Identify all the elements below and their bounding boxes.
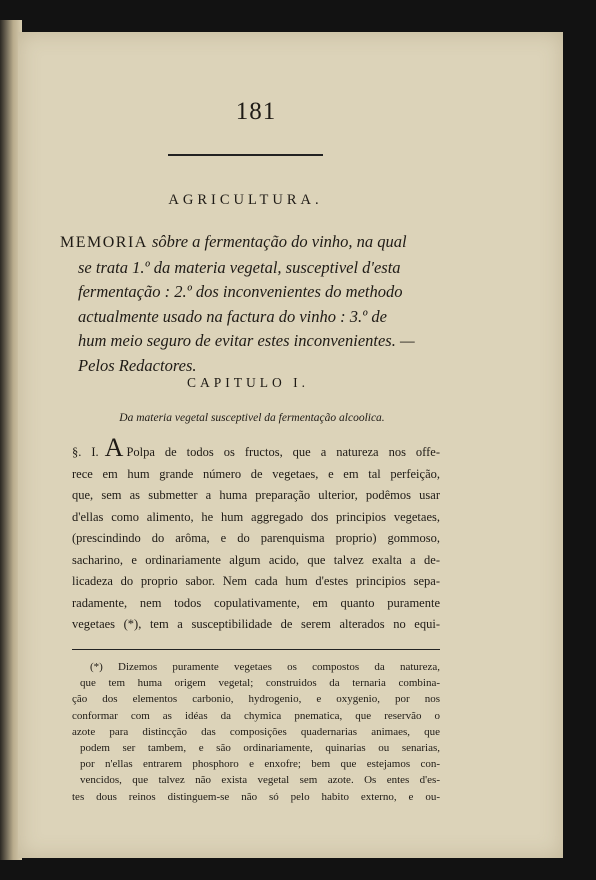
footnote-line: azote para distincção das composições quadernarias animaes, que — [72, 725, 440, 738]
footnote-line: podem ser tambem, e são ordinariamente, quinarias ou senarias, — [80, 742, 440, 755]
footnote — [72, 659, 440, 805]
footnote-line: conformar com as idéas da chymica pnematica, que reservão o — [72, 709, 440, 722]
memoria-line: MEMORIA sôbre a fermentação do vinho, na qual — [60, 232, 407, 251]
section-mark: §. I. — [72, 445, 99, 459]
memoria-line: se trata 1.º da materia vegetal, susceptivel d'esta — [78, 257, 401, 277]
paragraph-line: licadeza do proprio sabor. Nem cada hum d'estes principios sepa- — [72, 574, 440, 588]
paragraph-line: radamente, nem todos copulativamente, em quanto puramente — [72, 595, 440, 610]
paragraph-line: d'ellas como alimento, he hum aggregado dos principios vegetaes, — [72, 509, 440, 524]
footnote-rule — [72, 649, 440, 650]
paragraph-line: sacharino, e ordinariamente algum acido, que talvez exalta a de- — [72, 552, 440, 567]
memoria-lead: MEMORIA — [60, 234, 148, 251]
section-heading: AGRICULTURA. — [168, 192, 323, 208]
memoria-line: Pelos Redactores. — [78, 355, 197, 375]
paragraph-line: §. I. A Polpa de todos os fructos, que a natureza nos offe- — [72, 433, 440, 462]
paragraph-line: que, sem as submetter a huma preparação ulterior, podêmos usar — [72, 488, 440, 502]
paragraph-line: rece em hum grande número de vegetaes, e em tal perfeição, — [72, 466, 440, 481]
page-number: 181 — [235, 98, 277, 125]
memoria-line: fermentação : 2.º dos inconvenientes do methodo — [78, 282, 403, 301]
chapter-subtitle: Da materia vegetal susceptivel da fermentação alcoolica. — [119, 412, 385, 424]
memoria-title — [60, 230, 440, 378]
footnote-line: por n'ellas entrarem phosphoro e enxofre; bem que estejamos con- — [80, 758, 440, 771]
paragraph-line: (prescindindo do arôma, e do parenquisma proprio) gommoso, — [72, 531, 440, 545]
chapter-title: CAPITULO I. — [187, 375, 309, 390]
book-page — [18, 32, 563, 858]
footnote-line: (*) Dizemos puramente vegetaes os compostos da natureza, — [90, 661, 440, 673]
footnote-line: que tem huma origem vegetal; construidos da ternaria combina- — [80, 677, 440, 690]
memoria-line: actualmente usado na factura do vinho : 3.º de — [78, 306, 387, 326]
memoria-line: hum meio seguro de evitar estes inconvenientes. — — [78, 331, 415, 350]
dropcap: A — [104, 433, 124, 462]
paragraph-line: vegetaes (*), tem a susceptibilidade de serem alterados no equi- — [72, 617, 440, 631]
footnote-line: tes dous reinos distinguem-se não só pelo habito externo, e ou- — [72, 790, 440, 803]
footnote-line: ção dos elementos carbonio, hydrogenio, e oxygenio, por nos — [72, 693, 440, 706]
footnote-line: vencidos, que talvez não exista vegetal sem azote. Os entes d'es- — [80, 774, 440, 787]
header-rule — [168, 154, 323, 156]
body-paragraph — [72, 433, 440, 636]
